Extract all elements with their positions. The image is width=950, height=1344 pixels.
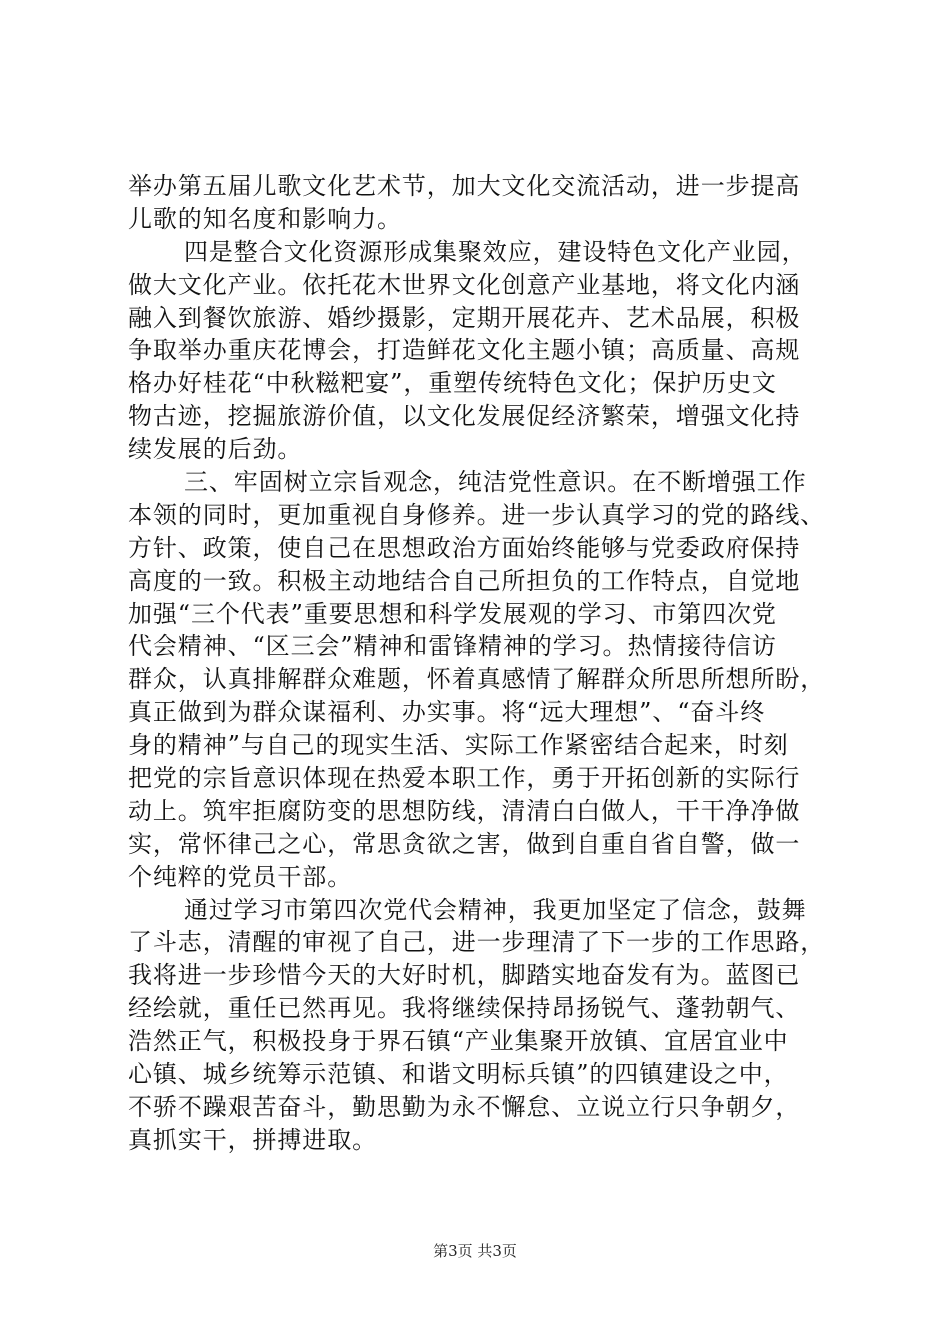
document-body (128, 170, 833, 1157)
text-line: 把党的宗旨意识体现在热爱本职工作，勇于开拓创新的实际行 (128, 764, 801, 793)
text-line: 争取举办重庆花博会，打造鲜花文化主题小镇；高质量、高规 (128, 336, 801, 365)
page-number-footer: 第3页 共3页 (433, 1242, 517, 1260)
text-line: 做大文化产业。依托花木世界文化创意产业基地，将文化内涵 (128, 270, 801, 299)
text-line: 身的精神”与自己的现实生活、实际工作紧密结合起来，时刻 (128, 731, 789, 760)
text-line: 经绘就，重任已然再见。我将继续保持昂扬锐气、蓬勃朝气、 (128, 994, 801, 1023)
text-line: 高度的一致。积极主动地结合自己所担负的工作特点，自觉地 (128, 566, 801, 595)
text-line: 四是整合文化资源形成集聚效应，建设特色文化产业园， (184, 237, 807, 266)
text-line: 不骄不躁艰苦奋斗，勤思勤为永不懈怠、立说立行只争朝夕， (128, 1092, 801, 1121)
text-line: 真正做到为群众谋福利、办实事。将“远大理想”、“奋斗终 (128, 698, 766, 727)
text-line: 加强“三个代表”重要思想和科学发展观的学习、市第四次党 (128, 599, 777, 628)
text-line: 儿歌的知名度和影响力。 (128, 204, 402, 233)
text-line: 浩然正气，积极投身于界石镇“产业集聚开放镇、宜居宜业中 (128, 1027, 789, 1056)
text-line: 心镇、城乡统筹示范镇、和谐文明标兵镇”的四镇建设之中， (128, 1060, 789, 1089)
text-line: 群众，认真排解群众难题，怀着真感情了解群众所思所想所盼， (128, 665, 826, 694)
text-line: 实，常怀律己之心，常思贪欲之害，做到自重自省自警，做一 (128, 829, 801, 858)
text-line: 个纯粹的党员干部。 (128, 862, 353, 891)
text-line: 续发展的后劲。 (128, 435, 303, 464)
text-line: 真抓实干，拼搏进取。 (128, 1125, 377, 1154)
text-line: 格办好桂花“中秋糍粑宴”，重塑传统特色文化；保护历史文 (128, 369, 777, 398)
text-line: 方针、政策，使自己在思想政治方面始终能够与党委政府保持 (128, 533, 801, 562)
text-line: 本领的同时，更加重视自身修养。进一步认真学习的党的路线、 (128, 500, 826, 529)
text-line: 了斗志，清醒的审视了自己，进一步理清了下一步的工作思路， (128, 928, 826, 957)
text-line: 融入到餐饮旅游、婚纱摄影，定期开展花卉、艺术品展，积极 (128, 303, 801, 332)
text-line: 物古迹，挖掘旅游价值，以文化发展促经济繁荣，增强文化持 (128, 402, 801, 431)
text-line: 动上。筑牢拒腐防变的思想防线，清清白白做人，干干净净做 (128, 796, 801, 825)
text-line: 三、牢固树立宗旨观念，纯洁党性意识。在不断增强工作 (184, 468, 807, 497)
text-line: 举办第五届儿歌文化艺术节，加大文化交流活动，进一步提高 (128, 172, 801, 200)
text-line: 我将进一步珍惜今天的大好时机，脚踏实地奋发有为。蓝图已 (128, 961, 801, 990)
text-line: 通过学习市第四次党代会精神，我更加坚定了信念，鼓舞 (184, 895, 807, 924)
text-line: 代会精神、“区三会”精神和雷锋精神的学习。热情接待信访 (128, 632, 777, 661)
